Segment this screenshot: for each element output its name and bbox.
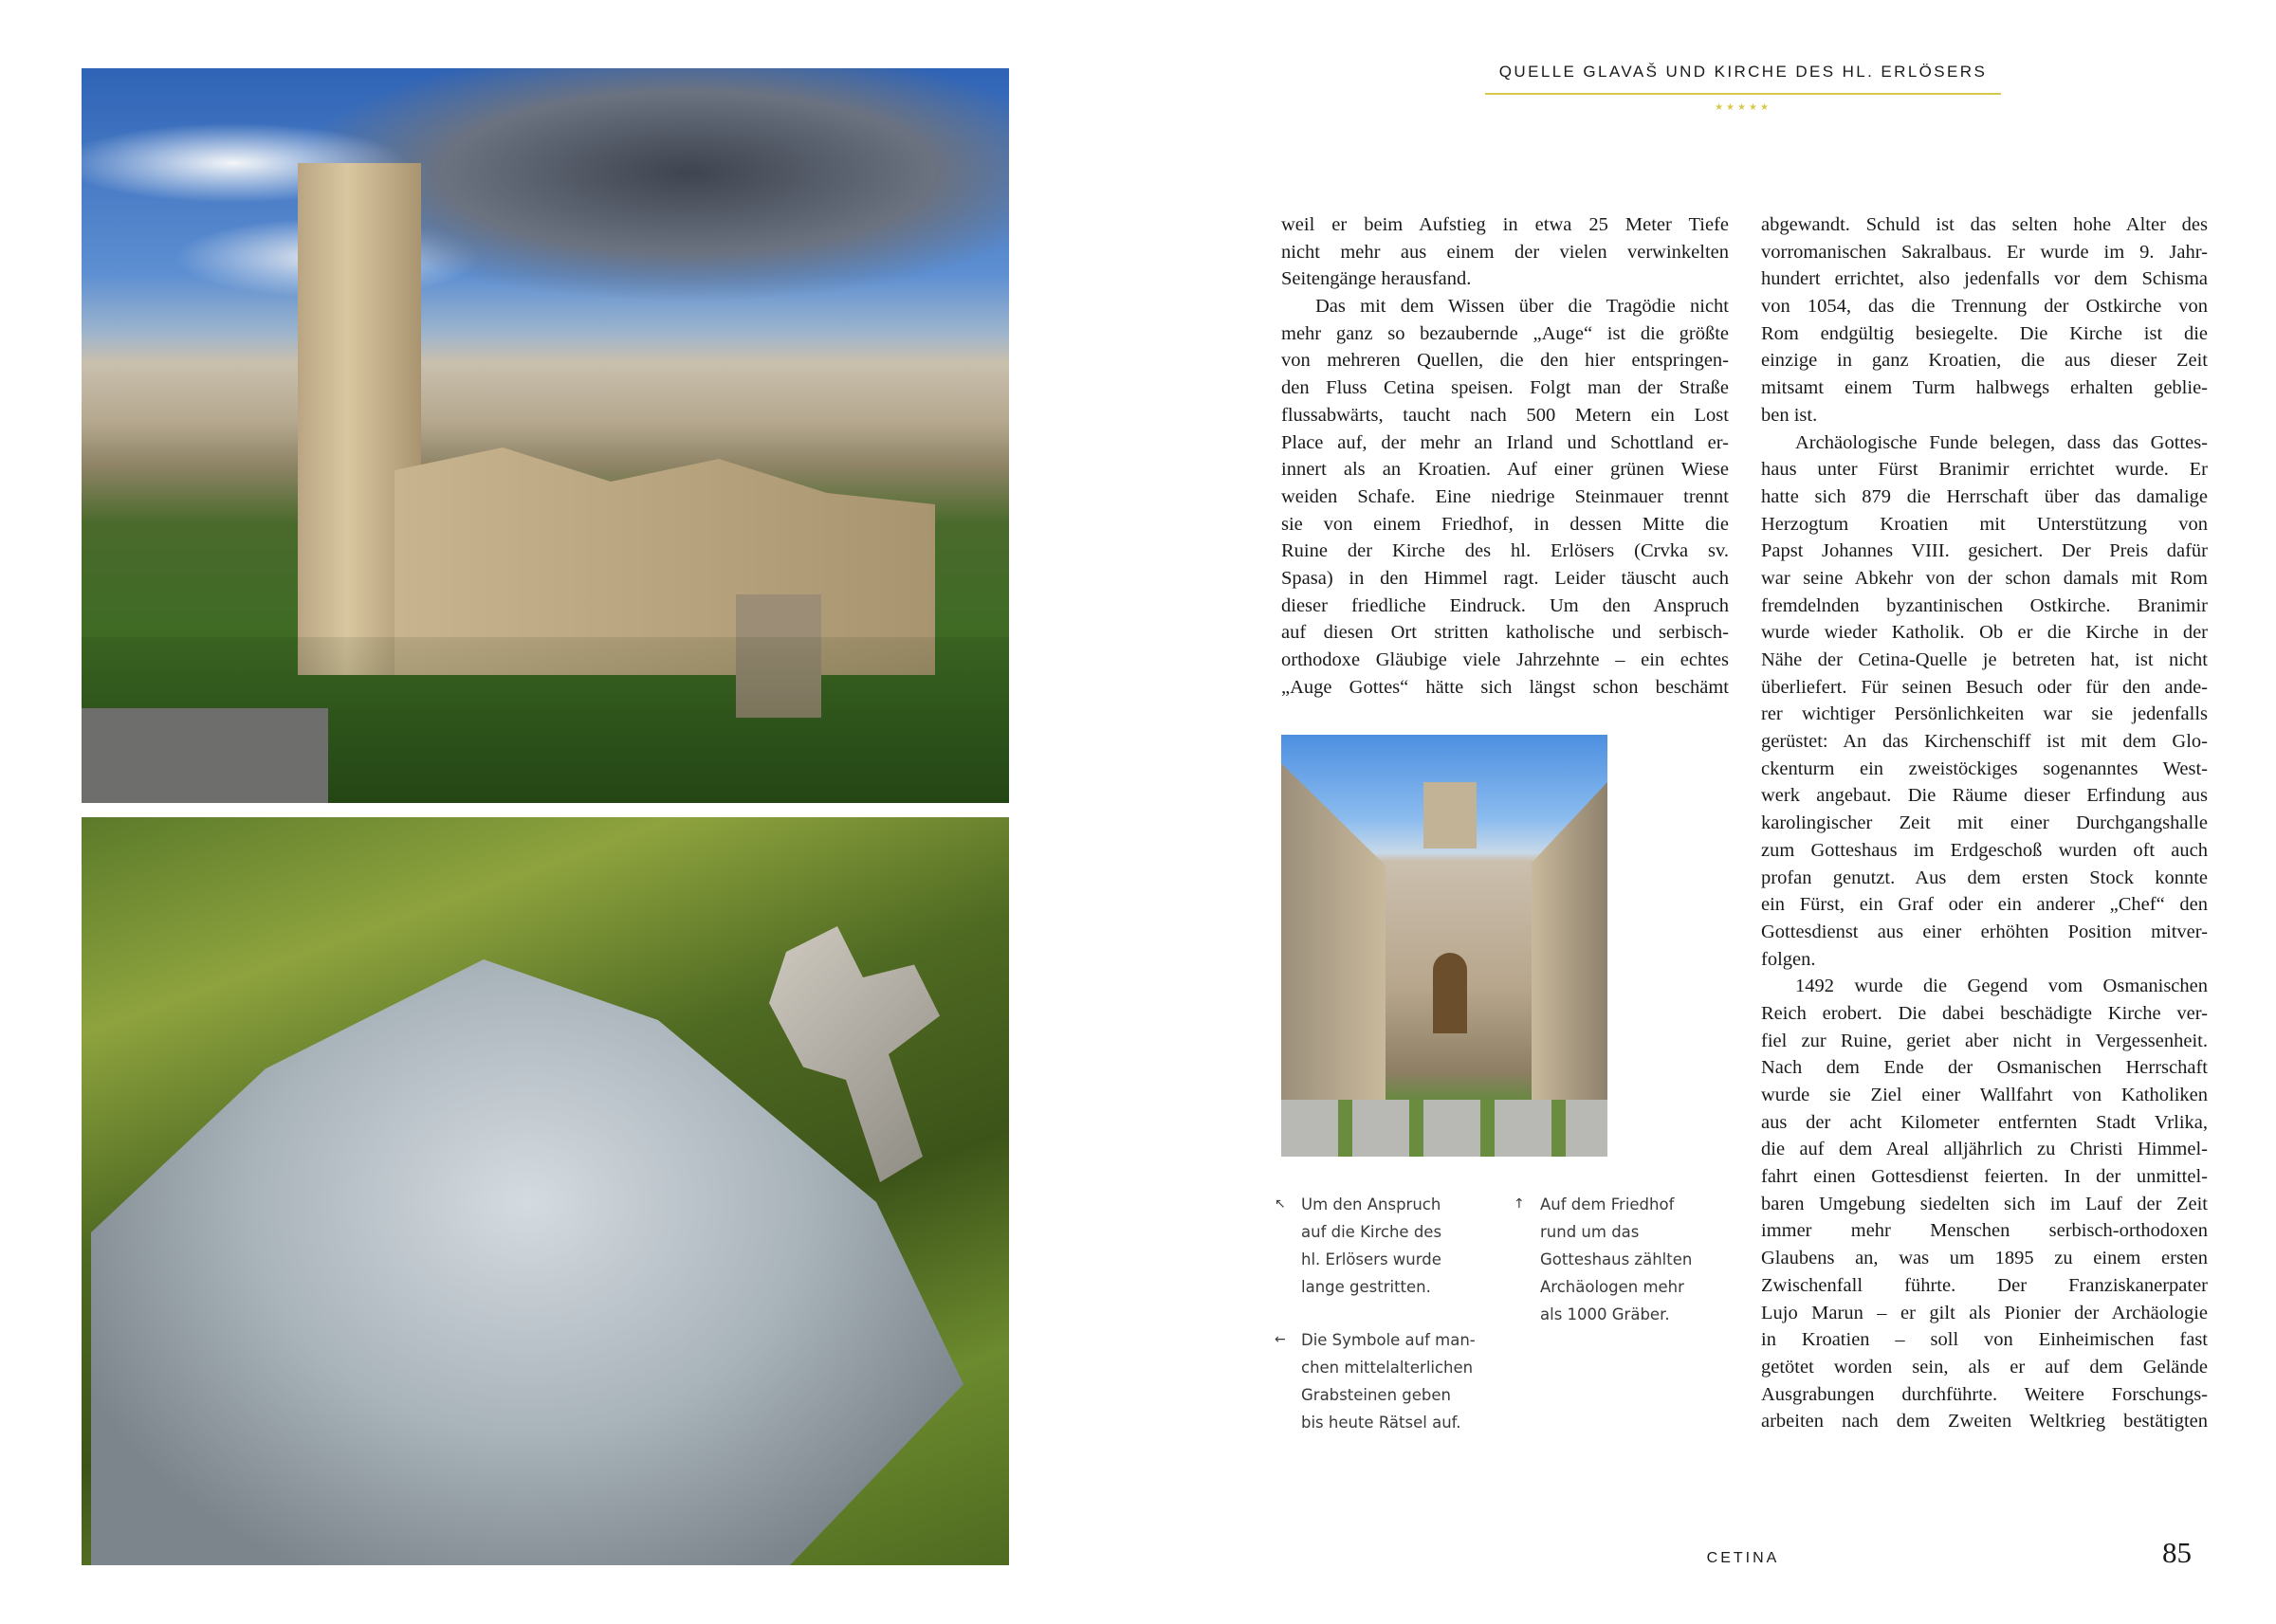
- caption-line: rund um das: [1540, 1223, 1640, 1241]
- text-line: Gottesdienst aus einer erhöhten Position mitver-: [1761, 921, 2208, 942]
- caption-line: bis heute Rätsel auf.: [1301, 1414, 1461, 1432]
- text-line: Ruine der Kirche des hl. Erlösers (Crvka sv.: [1281, 540, 1729, 562]
- caption-line: als 1000 Gräber.: [1540, 1305, 1670, 1323]
- text-line: Place auf, der mehr an Irland und Schottland er-: [1281, 431, 1729, 453]
- text-line: getötet worden sein, als er auf dem Gelände: [1761, 1356, 2208, 1378]
- text-line: Papst Johannes VIII. gesichert. Der Preis dafür: [1761, 540, 2208, 562]
- caption-line: hl. Erlösers wurde: [1301, 1250, 1441, 1268]
- text-line: wurde wieder Katholik. Ob er die Kirche in der: [1761, 622, 2208, 644]
- photo-church-interior: [1281, 735, 1607, 1157]
- text-line: Reich erobert. Die dabei beschädigte Kirche ver-: [1761, 1002, 2208, 1024]
- text-line: Glaubens an, was um 1895 zu einem ersten: [1761, 1248, 2208, 1269]
- text-line: sie von einem Friedhof, in dessen Mitte die: [1281, 513, 1729, 535]
- arrow-icon: ↑: [1514, 1196, 1525, 1212]
- text-line: Rom endgültig besiegelte. Die Kirche ist die: [1761, 322, 2208, 344]
- text-line: Ausgrabungen durchführte. Weitere Forschungs-: [1761, 1383, 2208, 1405]
- text-line: zum Gotteshaus im Erdgeschoß wurden oft auch: [1761, 839, 2208, 861]
- text-line: gerüstet: An das Kirchenschiff ist mit dem Glo-: [1761, 731, 2208, 753]
- text-line: fahrt einen Gottesdienst feierten. In der unmittel-: [1761, 1166, 2208, 1188]
- text-line: Nähe der Cetina-Quelle je betreten hat, ist nicht: [1761, 649, 2208, 670]
- text-line: Archäologische Funde belegen, dass das Gottes-: [1795, 431, 2208, 453]
- caption-line: Grabsteinen geben: [1301, 1386, 1451, 1404]
- text-line: Nach dem Ende der Osmanischen Herrschaft: [1761, 1057, 2208, 1079]
- text-line: karolingischer Zeit mit einer Durchgangshalle: [1761, 812, 2208, 834]
- text-line: dieser friedliche Eindruck. Um den Anspruch: [1281, 594, 1729, 616]
- text-line: 1492 wurde die Gegend vom Osmanischen: [1795, 976, 2208, 997]
- text-line: orthodoxe Gläubige viele Jahrzehnte – ein echtes: [1281, 649, 1729, 670]
- text-line: mehr ganz so bezaubernde „Auge“ ist die größte: [1281, 322, 1729, 344]
- text-line: werk angebaut. Die Räume dieser Erfindung aus: [1761, 785, 2208, 807]
- caption-line: Die Symbole auf man-: [1301, 1331, 1476, 1349]
- text-line: Spasa) in den Himmel ragt. Leider täuscht auch: [1281, 567, 1729, 589]
- text-line: hundert errichtet, also jedenfalls vor dem Schisma: [1761, 268, 2208, 290]
- text-line: von mehreren Quellen, die den hier entspringen-: [1281, 350, 1729, 372]
- text-line: in Kroatien – soll von Einheimischen fast: [1761, 1329, 2208, 1351]
- arched-doorway: [1433, 953, 1467, 1033]
- text-line: „Auge Gottes“ hätte sich längst schon beschämt: [1281, 676, 1729, 698]
- text-line: innert als an Kroatien. Auf einer grünen Wiese: [1281, 459, 1729, 481]
- caption-line: auf die Kirche des: [1301, 1223, 1442, 1241]
- caption: [1275, 1326, 1519, 1436]
- floor-stones: [1281, 1100, 1607, 1157]
- caption-line: chen mittelalterlichen: [1301, 1359, 1474, 1377]
- text-line: nicht mehr aus einem der vielen verwinkelten: [1281, 241, 1729, 263]
- text-line: mitsamt einem Turm halbwegs erhalten geblie-: [1761, 377, 2208, 399]
- text-line: war seine Abkehr von der schon damals mit Rom: [1761, 567, 2208, 589]
- text-line: die auf dem Areal alljährlich zu Christi Himmel-: [1761, 1139, 2208, 1160]
- page-number: 85: [2162, 1536, 2192, 1569]
- text-line: baren Umgebung siedelten sich im Lauf der Zeit: [1761, 1193, 2208, 1214]
- text-line: ckenturm ein zweistöckiges sogenanntes West-: [1761, 757, 2208, 779]
- text-line: weiden Schafe. Eine niedrige Steinmauer trennt: [1281, 485, 1729, 507]
- caption-line: Gotteshaus zählten: [1540, 1250, 1693, 1268]
- text-line: folgen.: [1761, 948, 1816, 970]
- text-line: ein Fürst, ein Graf oder ein anderer „Chef“ den: [1761, 894, 2208, 916]
- text-column-1: [1281, 211, 1729, 701]
- text-line: wurde sie Ziel einer Wallfahrt von Katholiken: [1761, 1085, 2208, 1105]
- caption-line: Archäologen mehr: [1540, 1278, 1684, 1296]
- right-wall: [1532, 782, 1607, 1104]
- text-line: Seitengänge herausfand.: [1281, 268, 1472, 290]
- text-line: haus unter Fürst Branimir errichtet wurde. Er: [1761, 459, 2208, 481]
- photo-medieval-gravestone: [82, 817, 1009, 1565]
- tower-top: [1423, 782, 1477, 848]
- text-line: den Fluss Cetina speisen. Folgt man der Straße: [1281, 377, 1729, 399]
- star-ornament-icon: ★★★★★: [1715, 102, 1771, 113]
- text-line: weil er beim Aufstieg in etwa 25 Meter Tiefe: [1281, 214, 1729, 235]
- text-line: Herzogtum Kroatien mit Unterstützung von: [1761, 513, 2208, 535]
- text-line: arbeiten nach dem Zweiten Weltkrieg bestätigten: [1761, 1411, 2208, 1432]
- caption-line: lange gestritten.: [1301, 1278, 1431, 1296]
- text-line: profan genutzt. Aus dem ersten Stock konnte: [1761, 867, 2208, 888]
- photo-church-ruin-cemetery: [82, 68, 1009, 803]
- text-line: fremdelnden byzantinischen Ostkirche. Branimir: [1761, 594, 2208, 616]
- caption: [1514, 1191, 1758, 1328]
- text-line: Zwischenfall führte. Der Franziskanerpater: [1761, 1274, 2208, 1296]
- text-line: fiel zur Ruine, geriet aber nicht in Vergessenheit.: [1761, 1030, 2208, 1051]
- text-line: Das mit dem Wissen über die Tragödie nicht: [1315, 296, 1729, 318]
- left-wall: [1281, 763, 1386, 1104]
- header-rule: [1485, 93, 2001, 95]
- text-line: immer mehr Menschen serbisch-orthodoxen: [1761, 1220, 2208, 1242]
- text-line: ben ist.: [1761, 404, 1818, 426]
- text-line: rer wichtiger Persönlichkeiten war sie jedenfalls: [1761, 703, 2208, 725]
- arrow-icon: ↖: [1275, 1196, 1286, 1212]
- running-head: QUELLE GLAVAŠ UND KIRCHE DES HL. ERLÖSERS: [1498, 63, 1988, 81]
- footer-section-label: CETINA: [1706, 1550, 1780, 1566]
- text-line: abgewandt. Schuld ist das selten hohe Alter des: [1761, 214, 2208, 235]
- text-line: vorromanischen Sakralbaus. Er wurde im 9. Jahr-: [1761, 241, 2208, 263]
- text-line: einzige in ganz Kroatien, die aus dieser Zeit: [1761, 350, 2208, 372]
- text-column-2: [1761, 211, 2208, 1435]
- text-line: flussabwärts, taucht nach 500 Metern ein Lost: [1281, 404, 1729, 426]
- text-line: von 1054, das die Trennung der Ostkirche von: [1761, 296, 2208, 318]
- text-line: hatte sich 879 die Herrschaft über das damalige: [1761, 485, 2208, 507]
- text-line: überliefert. Für seinen Besuch oder für den ande-: [1761, 676, 2208, 698]
- caption-line: Auf dem Friedhof: [1540, 1195, 1675, 1213]
- arrow-icon: ←: [1275, 1332, 1286, 1347]
- text-line: Lujo Marun – er gilt als Pionier der Archäologie: [1761, 1302, 2208, 1323]
- caption-line: Um den Anspruch: [1301, 1195, 1441, 1213]
- grave-slab: [82, 708, 328, 803]
- text-line: aus der acht Kilometer entfernten Stadt Vrlika,: [1761, 1111, 2208, 1133]
- text-line: auf diesen Ort stritten katholische und serbisch-: [1281, 622, 1729, 644]
- caption: [1275, 1191, 1519, 1301]
